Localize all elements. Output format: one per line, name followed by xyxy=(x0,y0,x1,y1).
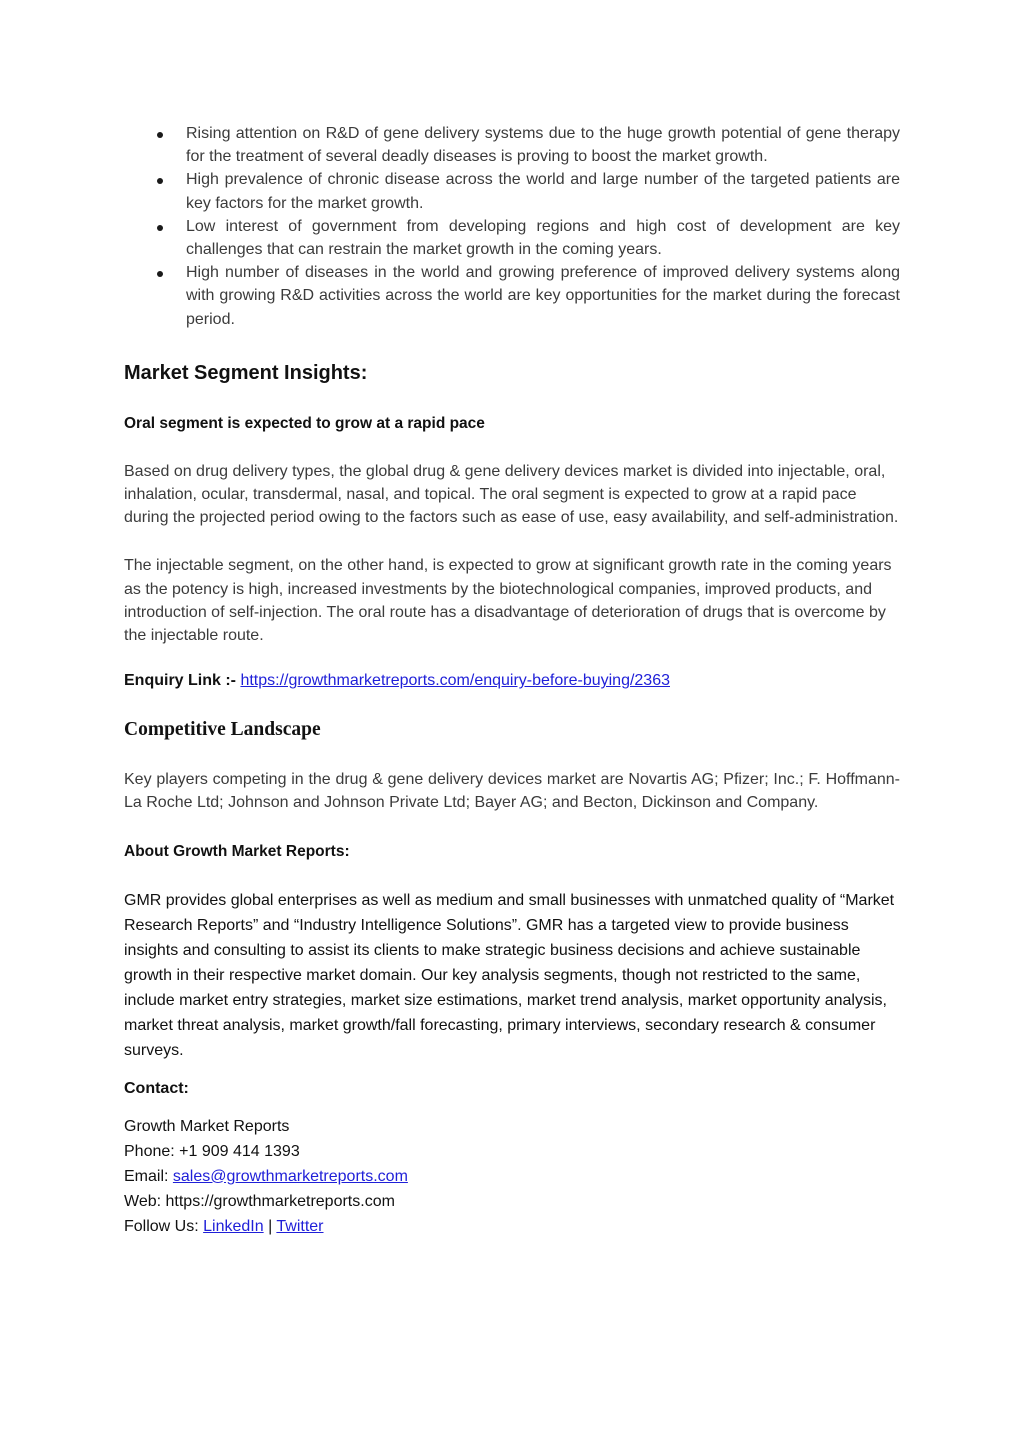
bullet-text: Rising attention on R&D of gene delivery systems due to the huge growth potential of gene therapy for the treatment of several deadly diseases is proving to boost the market growth. xyxy=(186,125,900,166)
segment-paragraph-injectable: The injectable segment, on the other hand, is expected to grow at significant growth rate in the coming years as the potency is high, increased investments by the biotechnological companies, improved products, and introduction of self-injection. The oral route has a disadvantage of deterioration of drugs that is overcome by the injectable route. xyxy=(124,557,892,645)
contact-web: Web: https://growthmarketreports.com xyxy=(124,1192,395,1210)
segment-paragraph-oral: Based on drug delivery types, the global drug & gene delivery devices market is divided into injectable, oral, inhalation, ocular, transdermal, nasal, and topical. The oral segment is expected to grow at a rapid pace during the projected period owing to the factors such as ease of use, easy availability, and self-administration. xyxy=(124,462,899,527)
follow-separator: | xyxy=(263,1217,277,1235)
enquiry-link[interactable]: https://growthmarketreports.com/enquiry-before-buying/2363 xyxy=(240,672,670,690)
contact-email-link[interactable]: sales@growthmarketreports.com xyxy=(172,1167,408,1185)
contact-phone: Phone: +1 909 414 1393 xyxy=(124,1142,300,1160)
bullet-text: High number of diseases in the world and growing preference of improved delivery systems along with growing R&D activities across the world are key opportunities for the market during the forecast period. xyxy=(186,264,900,328)
bullet-text: High prevalence of chronic disease across the world and large number of the targeted patients are key factors for the market growth. xyxy=(186,171,900,212)
bullet-item xyxy=(124,168,900,214)
twitter-link[interactable]: Twitter xyxy=(276,1217,324,1235)
document-page xyxy=(124,122,900,1239)
segment-heading: Market Segment Insights: xyxy=(124,361,368,384)
contact-follow-line xyxy=(124,1214,900,1239)
about-paragraph: GMR provides global enterprises as well as medium and small businesses with unmatched quality of “Market Research Reports” and “Industry Intelligence Solutions”. GMR has a targeted view to provide business insights and consulting to assist its clients to make strategic business decisions and achieve sustainable growth in their respective market domain. Our key analysis segments, though not restricted to the same, include market entry strategies, market size estimations, market trend analysis, market opportunity analysis, market threat analysis, market growth/fall forecasting, primary interviews, secondary research & consumer surveys. xyxy=(124,891,895,1059)
bullet-dot-icon xyxy=(157,271,163,277)
competitive-heading: Competitive Landscape xyxy=(124,719,321,741)
about-heading: About Growth Market Reports: xyxy=(124,842,350,860)
bullet-item xyxy=(124,215,900,261)
bullet-item xyxy=(124,122,900,168)
follow-label: Follow Us: xyxy=(124,1217,204,1235)
enquiry-label: Enquiry Link :- xyxy=(124,672,236,690)
contact-heading: Contact: xyxy=(124,1079,189,1097)
contact-company: Growth Market Reports xyxy=(124,1117,290,1135)
contact-email-line xyxy=(124,1164,900,1189)
bullet-dot-icon xyxy=(157,132,163,138)
competitive-paragraph: Key players competing in the drug & gene delivery devices market are Novartis AG; Pfizer; Inc.; F. Hoffmann-La Roche Ltd; Johnson and Johnson Private Ltd; Bayer AG; and Becton, Dickinson and Company. xyxy=(124,771,900,812)
bullet-item xyxy=(124,261,900,331)
enquiry-line xyxy=(124,669,900,692)
linkedin-link[interactable]: LinkedIn xyxy=(203,1217,264,1235)
contact-block xyxy=(124,1114,900,1239)
key-points-list xyxy=(124,122,900,331)
bullet-dot-icon xyxy=(157,225,163,231)
contact-email-label: Email: xyxy=(124,1167,173,1185)
bullet-dot-icon xyxy=(157,178,163,184)
segment-subheading: Oral segment is expected to grow at a rapid pace xyxy=(124,414,485,432)
bullet-text: Low interest of government from developing regions and high cost of development are key challenges that can restrain the market growth in the coming years. xyxy=(186,217,900,259)
